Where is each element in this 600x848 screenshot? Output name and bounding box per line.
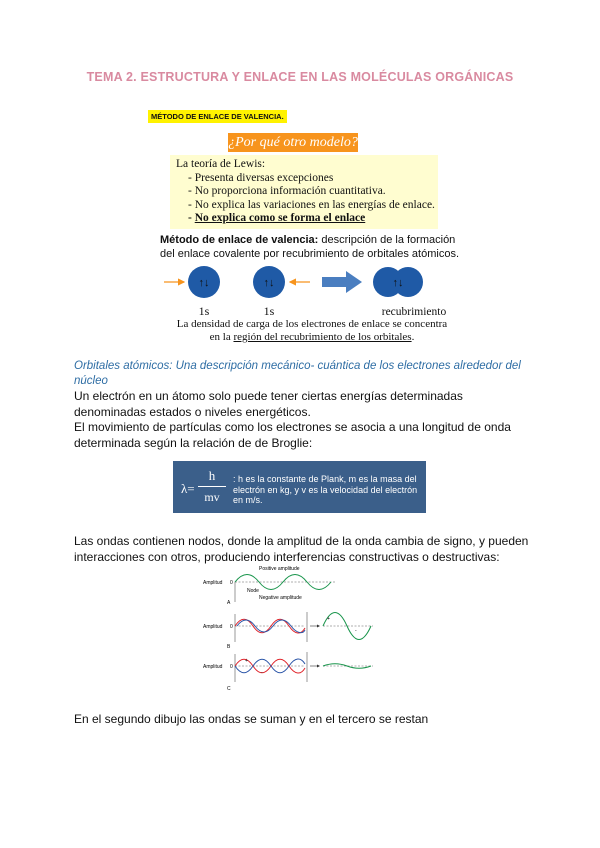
row-label-b: B [227,644,231,650]
positive-amplitude-label: Positive amplitude [259,566,300,572]
spin-icon: ↑↓ [392,277,404,289]
amplitude-label: Amplitud [203,664,223,670]
formula-denominator: mv [204,490,220,504]
amplitude-label: Amplitud [203,580,223,586]
orbital-overlap-diagram [150,262,460,320]
formula-lambda: λ= [181,481,195,496]
why-model-banner: ¿Por qué otro modelo? [228,135,358,150]
orbitales-heading: Orbitales atómicos: Una descripción mecánico- cuántica de los electrones alrededor del núcleo [74,360,521,387]
page-title: TEMA 2. ESTRUCTURA Y ENLACE EN LAS MOLÉCULAS ORGÁNICAS [86,70,514,84]
section-label: MÉTODO DE ENLACE DE VALENCIA. [148,110,287,123]
paragraph-conclusion: En el segundo dibujo las ondas se suman y en el tercero se restan [74,712,429,726]
negative-amplitude-label: Negative amplitude [259,595,302,601]
lewis-item-prefix: - [188,212,195,224]
valence-method-text: descripción de la formación del enlace covalente por recubrimiento de orbitales atómicos. [160,234,459,260]
wave-interference-diagram [195,562,375,696]
formula-fraction-bar [198,486,226,487]
minus-sign: - [261,670,263,676]
caption-text: La densidad de carga de los electrones de enlace se concentra en la [176,318,448,343]
row-label-c: C [227,686,231,692]
arrow-head-icon [317,665,320,668]
zero-label: 0 [230,664,233,670]
paragraph-waves: Las ondas contienen nodos, donde la amplitud de la onda cambia de signo, y pueden interacciones con otros, produciendo interferencias constructivas o destructivas: [74,534,529,564]
lewis-item-underlined: No explica como se forma el enlace [194,212,366,224]
lewis-item: - No explica las variaciones en las energías de enlace. [188,198,435,211]
plus-sign: + [245,658,248,664]
arrow-head-icon [317,625,320,628]
label-1s-b: 1s [263,304,275,318]
amplitude-label: Amplitud [203,624,223,630]
orbital-caption [172,318,452,344]
minus-sign: - [355,628,357,634]
valence-method-definition [160,233,460,261]
lewis-heading: La teoría de Lewis: [176,158,266,170]
lewis-item: - Presenta diversas excepciones [188,171,334,184]
valence-method-term: Método de enlace de valencia: [160,234,319,246]
caption-end: . [411,331,415,343]
big-arrow-icon [322,271,362,293]
zero-label: 0 [230,580,233,586]
lewis-item: - No proporciona información cuantitativa. [188,185,386,197]
spin-icon: ↑↓ [263,277,275,289]
formula-description: : h es la constante de Plank, m es la masa del electrón en kg, y v es la velocidad del electrón en m/s. [233,474,418,505]
paragraph-energy-levels: Un electrón en un átomo solo puede tener ciertas energías determinadas denominadas estados o niveles energéticos. [74,389,463,419]
lewis-box [170,155,438,229]
lewis-item-bold [176,212,432,226]
row-label-a: A [227,600,231,606]
label-1s-a: 1s [198,304,210,318]
node-label: Node [247,588,259,594]
label-overlap: recubrimiento [381,306,447,318]
formula-numerator: h [208,468,216,483]
paragraph-de-broglie: El movimiento de partículas como los electrones se asocia a una longitud de onda determinada según la relación de de Broglie: [74,420,511,450]
zero-label: 0 [230,624,233,630]
caption-underlined: región del recubrimiento de los orbitales [233,331,412,343]
spin-icon: ↑↓ [198,277,210,289]
plus-sign: + [327,616,330,622]
